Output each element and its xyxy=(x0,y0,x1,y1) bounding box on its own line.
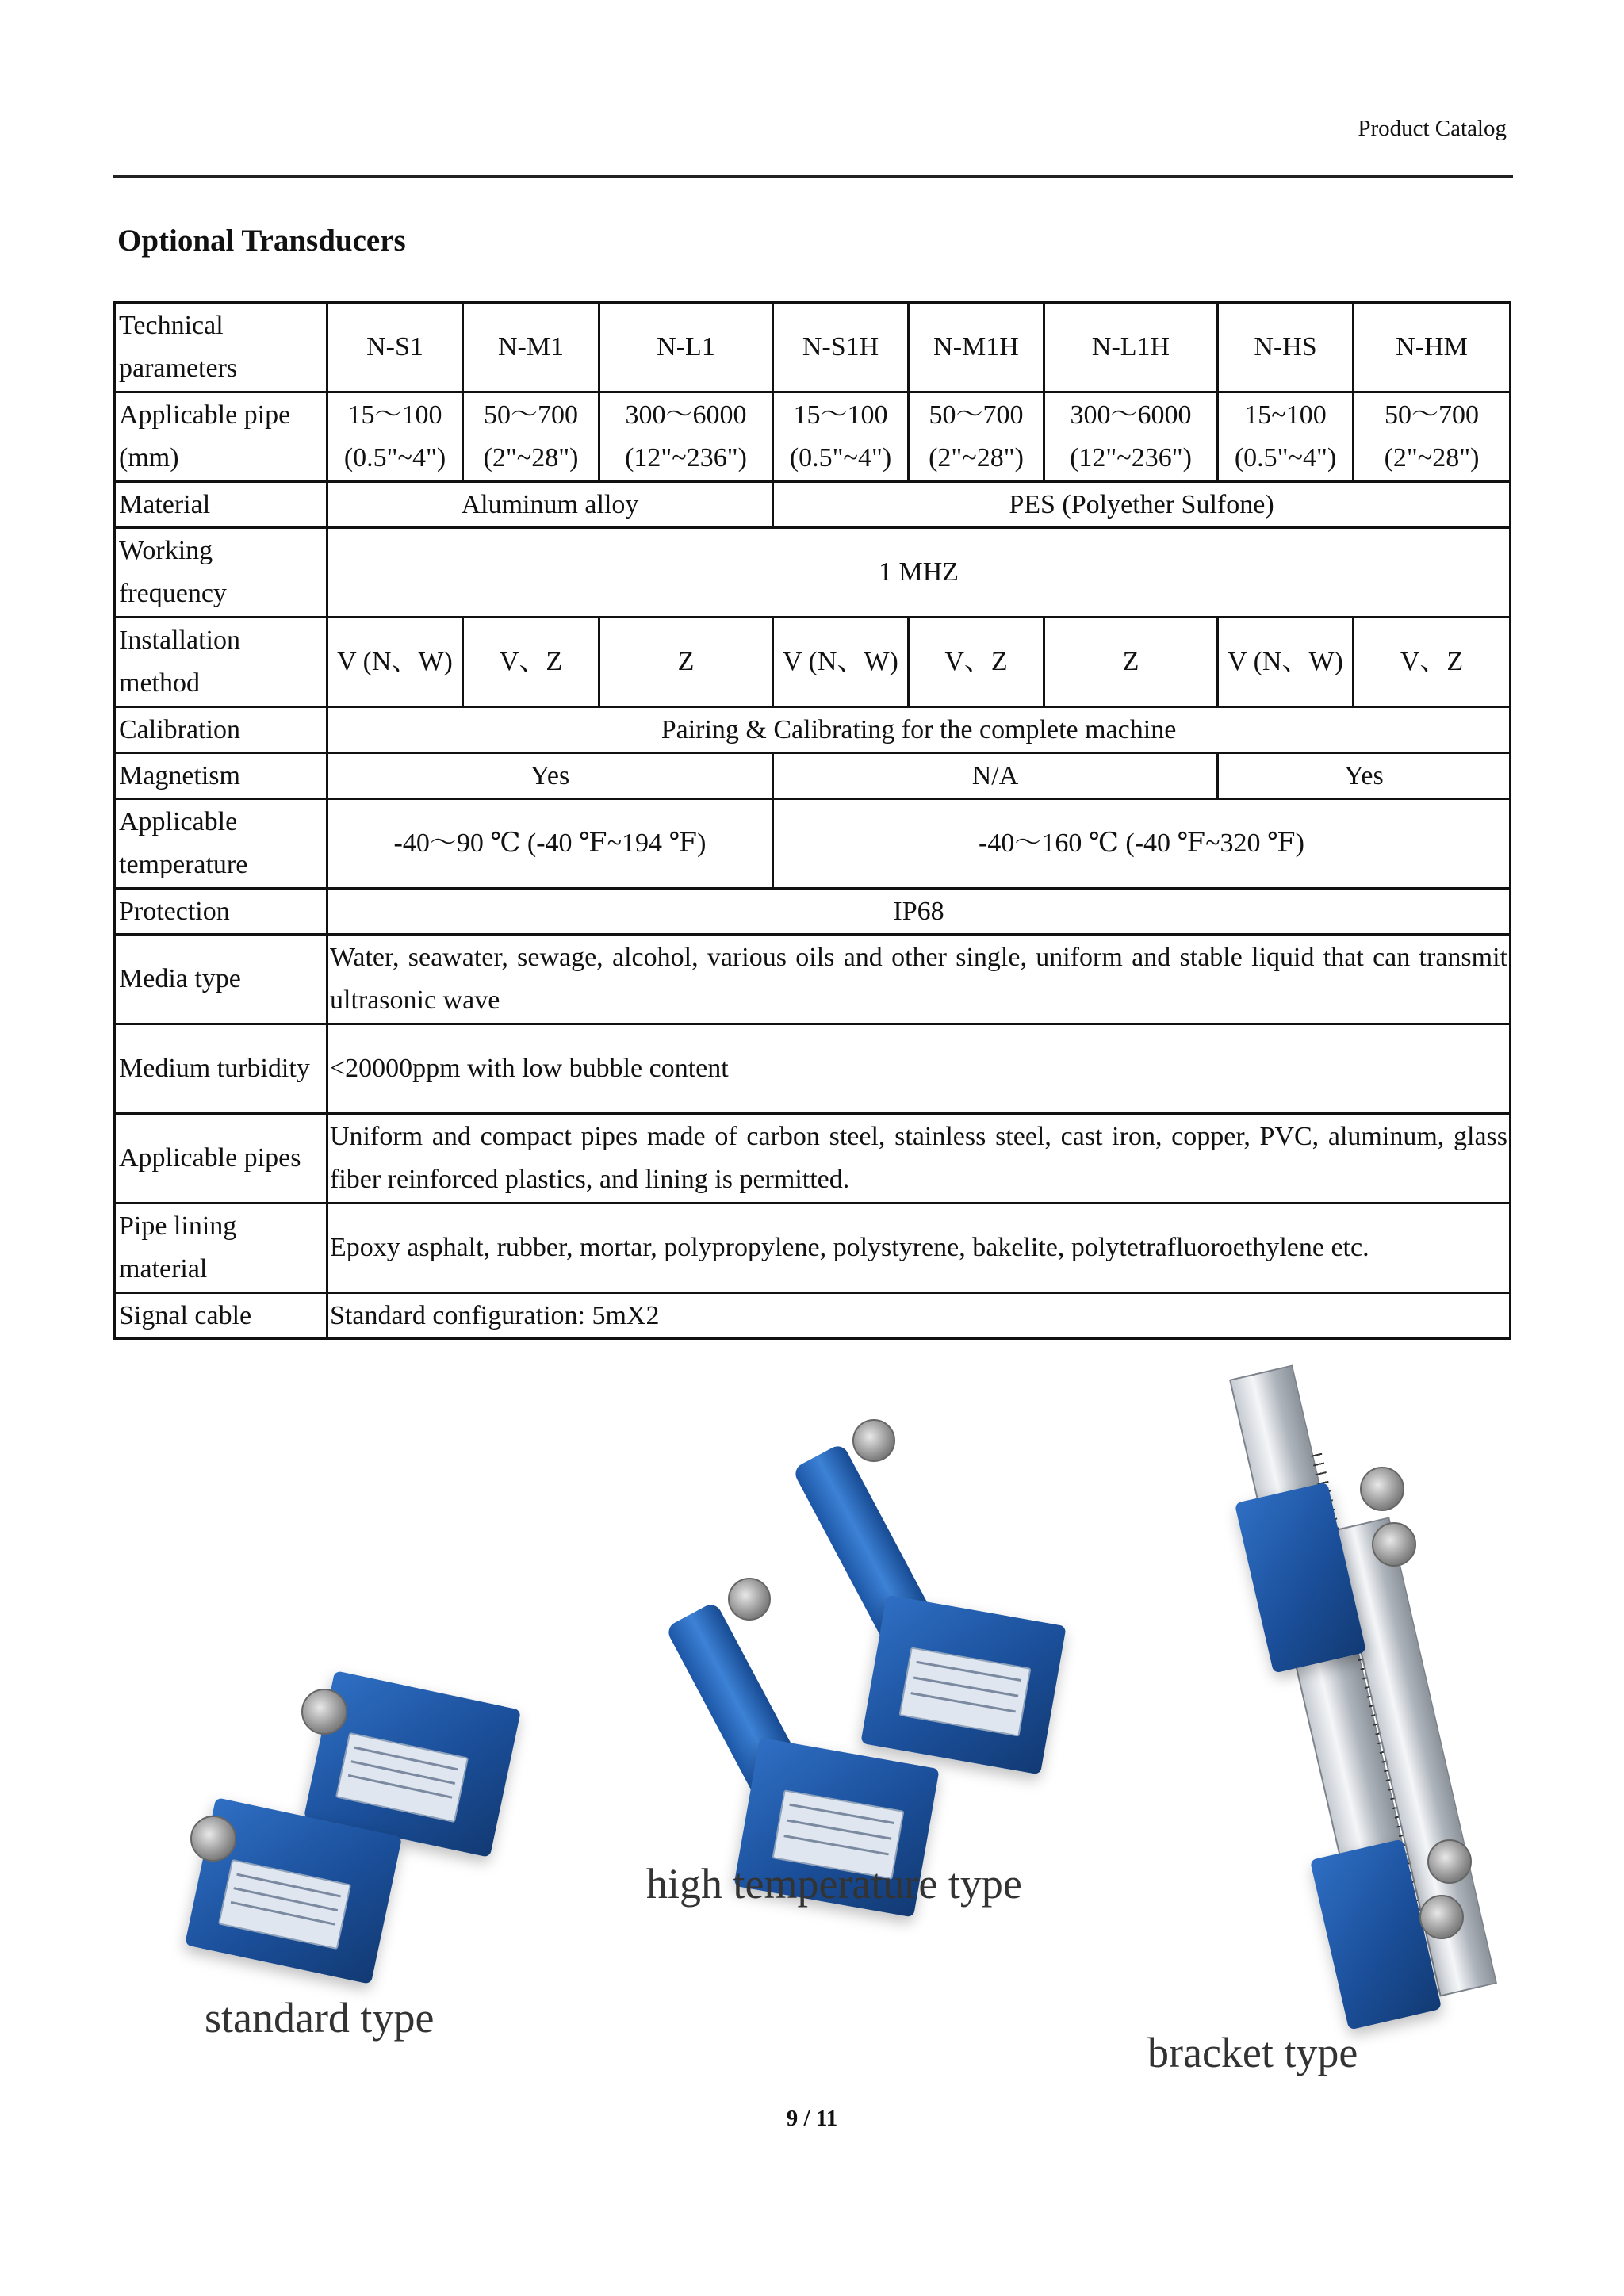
media-value: Water, seawater, sewage, alcohol, various oils and other single, uniform and stable liquid that can transmit ultrasonic wave xyxy=(327,935,1511,1024)
model-header: N-HM xyxy=(1354,303,1511,392)
row-protection xyxy=(115,889,1511,935)
pipe-cell xyxy=(1354,392,1511,482)
pipe-mm: 50～700 xyxy=(1385,400,1479,430)
row-label: Media type xyxy=(115,935,327,1024)
install-cell: V (N、W) xyxy=(327,618,463,707)
magnetism-high-temp: N/A xyxy=(773,753,1218,799)
row-label: Applicable pipes xyxy=(115,1114,327,1203)
pipes-value: Uniform and compact pipes made of carbon steel, stainless steel, cast iron, copper, PVC, aluminum, glass fiber reinforced plastics, and lining is permitted. xyxy=(327,1114,1511,1203)
install-cell: V、Z xyxy=(1354,618,1511,707)
temperature-high: -40～160 ℃ (-40 ℉~320 ℉) xyxy=(773,799,1511,889)
pipe-mm: 50～700 xyxy=(929,400,1024,430)
calibration-value: Pairing & Calibrating for the complete machine xyxy=(327,707,1511,753)
pipe-cell xyxy=(463,392,599,482)
pipe-inch: (0.5"~4") xyxy=(343,443,446,473)
magnetism-bracket: Yes xyxy=(1218,753,1511,799)
material-aluminum: Aluminum alloy xyxy=(327,482,773,528)
install-cell: Z xyxy=(599,618,773,707)
pipe-cell xyxy=(1218,392,1354,482)
standard-transducer-photo xyxy=(159,1372,523,1974)
pipe-cell xyxy=(327,392,463,482)
row-label: Pipe lining material xyxy=(115,1203,327,1293)
cable-value: Standard configuration: 5mX2 xyxy=(327,1293,1511,1339)
model-header: N-L1 xyxy=(599,303,773,392)
pipe-mm: 300～6000 xyxy=(1070,400,1192,430)
pipe-cell xyxy=(599,392,773,482)
pipe-cell xyxy=(909,392,1044,482)
frequency-value: 1 MHZ xyxy=(327,528,1511,618)
pipe-mm: 15～100 xyxy=(793,400,888,430)
spec-table xyxy=(113,301,1511,1340)
pipe-cell xyxy=(773,392,909,482)
lining-value: Epoxy asphalt, rubber, mortar, polypropylene, polystyrene, bakelite, polytetrafluoroethylene etc. xyxy=(327,1203,1511,1293)
temperature-standard: -40～90 ℃ (-40 ℉~194 ℉) xyxy=(327,799,773,889)
row-signal-cable xyxy=(115,1293,1511,1339)
row-temperature xyxy=(115,799,1511,889)
row-label: Installation method xyxy=(115,618,327,707)
install-cell: V (N、W) xyxy=(773,618,909,707)
row-material xyxy=(115,482,1511,528)
page-number: 9 / 11 xyxy=(786,2106,838,2131)
header-rule xyxy=(113,175,1513,178)
pipe-mm: 15～100 xyxy=(347,400,442,430)
row-label: Calibration xyxy=(115,707,327,753)
row-pipe-lining xyxy=(115,1203,1511,1293)
row-label: Signal cable xyxy=(115,1293,327,1339)
header-text: Product Catalog xyxy=(1358,116,1507,141)
row-label: Applicable pipe (mm) xyxy=(115,392,327,482)
model-header: N-HS xyxy=(1218,303,1354,392)
pipe-inch: (12"~236") xyxy=(1070,443,1192,473)
pipe-mm: 50～700 xyxy=(484,400,578,430)
row-header xyxy=(115,303,1511,392)
row-installation xyxy=(115,618,1511,707)
row-media-type xyxy=(115,935,1511,1024)
pipe-mm: 15~100 xyxy=(1244,400,1327,430)
pipe-inch: (12"~236") xyxy=(625,443,747,473)
install-cell: V、Z xyxy=(463,618,599,707)
model-header: N-L1H xyxy=(1044,303,1218,392)
pipe-cell xyxy=(1044,392,1218,482)
pipe-inch: (0.5"~4") xyxy=(1234,443,1337,473)
section-title: Optional Transducers xyxy=(117,224,406,258)
pipe-inch: (2"~28") xyxy=(1384,443,1480,473)
pipe-inch: (0.5"~4") xyxy=(789,443,892,473)
caption-bracket-type: bracket type xyxy=(1147,2029,1358,2076)
high-temp-transducer-photo xyxy=(539,1419,1031,1863)
row-label: Material xyxy=(115,482,327,528)
row-label: Working frequency xyxy=(115,528,327,618)
install-cell: V、Z xyxy=(909,618,1044,707)
magnetism-standard: Yes xyxy=(327,753,773,799)
install-cell: Z xyxy=(1044,618,1218,707)
row-turbidity xyxy=(115,1024,1511,1114)
model-header: N-S1H xyxy=(773,303,909,392)
bracket-transducer-photo xyxy=(1134,1372,1467,2061)
turbidity-value: <20000ppm with low bubble content xyxy=(327,1024,1511,1114)
caption-standard-type: standard type xyxy=(205,1994,435,2042)
row-label: Protection xyxy=(115,889,327,935)
protection-value: IP68 xyxy=(327,889,1511,935)
model-header: N-M1 xyxy=(463,303,599,392)
pipe-mm: 300～6000 xyxy=(625,400,747,430)
row-label: Applicable temperature xyxy=(115,799,327,889)
param-header: Technical parameters xyxy=(115,303,327,392)
pipe-inch: (2"~28") xyxy=(929,443,1024,473)
row-frequency xyxy=(115,528,1511,618)
row-applicable-pipe xyxy=(115,392,1511,482)
row-label: Medium turbidity xyxy=(115,1024,327,1114)
material-pes: PES (Polyether Sulfone) xyxy=(773,482,1511,528)
row-label: Magnetism xyxy=(115,753,327,799)
row-calibration xyxy=(115,707,1511,753)
row-magnetism xyxy=(115,753,1511,799)
install-cell: V (N、W) xyxy=(1218,618,1354,707)
row-applicable-pipes xyxy=(115,1114,1511,1203)
pipe-inch: (2"~28") xyxy=(483,443,579,473)
product-photos xyxy=(159,1372,1507,2125)
caption-high-temperature-type: high temperature type xyxy=(646,1860,1022,1908)
model-header: N-S1 xyxy=(327,303,463,392)
model-header: N-M1H xyxy=(909,303,1044,392)
